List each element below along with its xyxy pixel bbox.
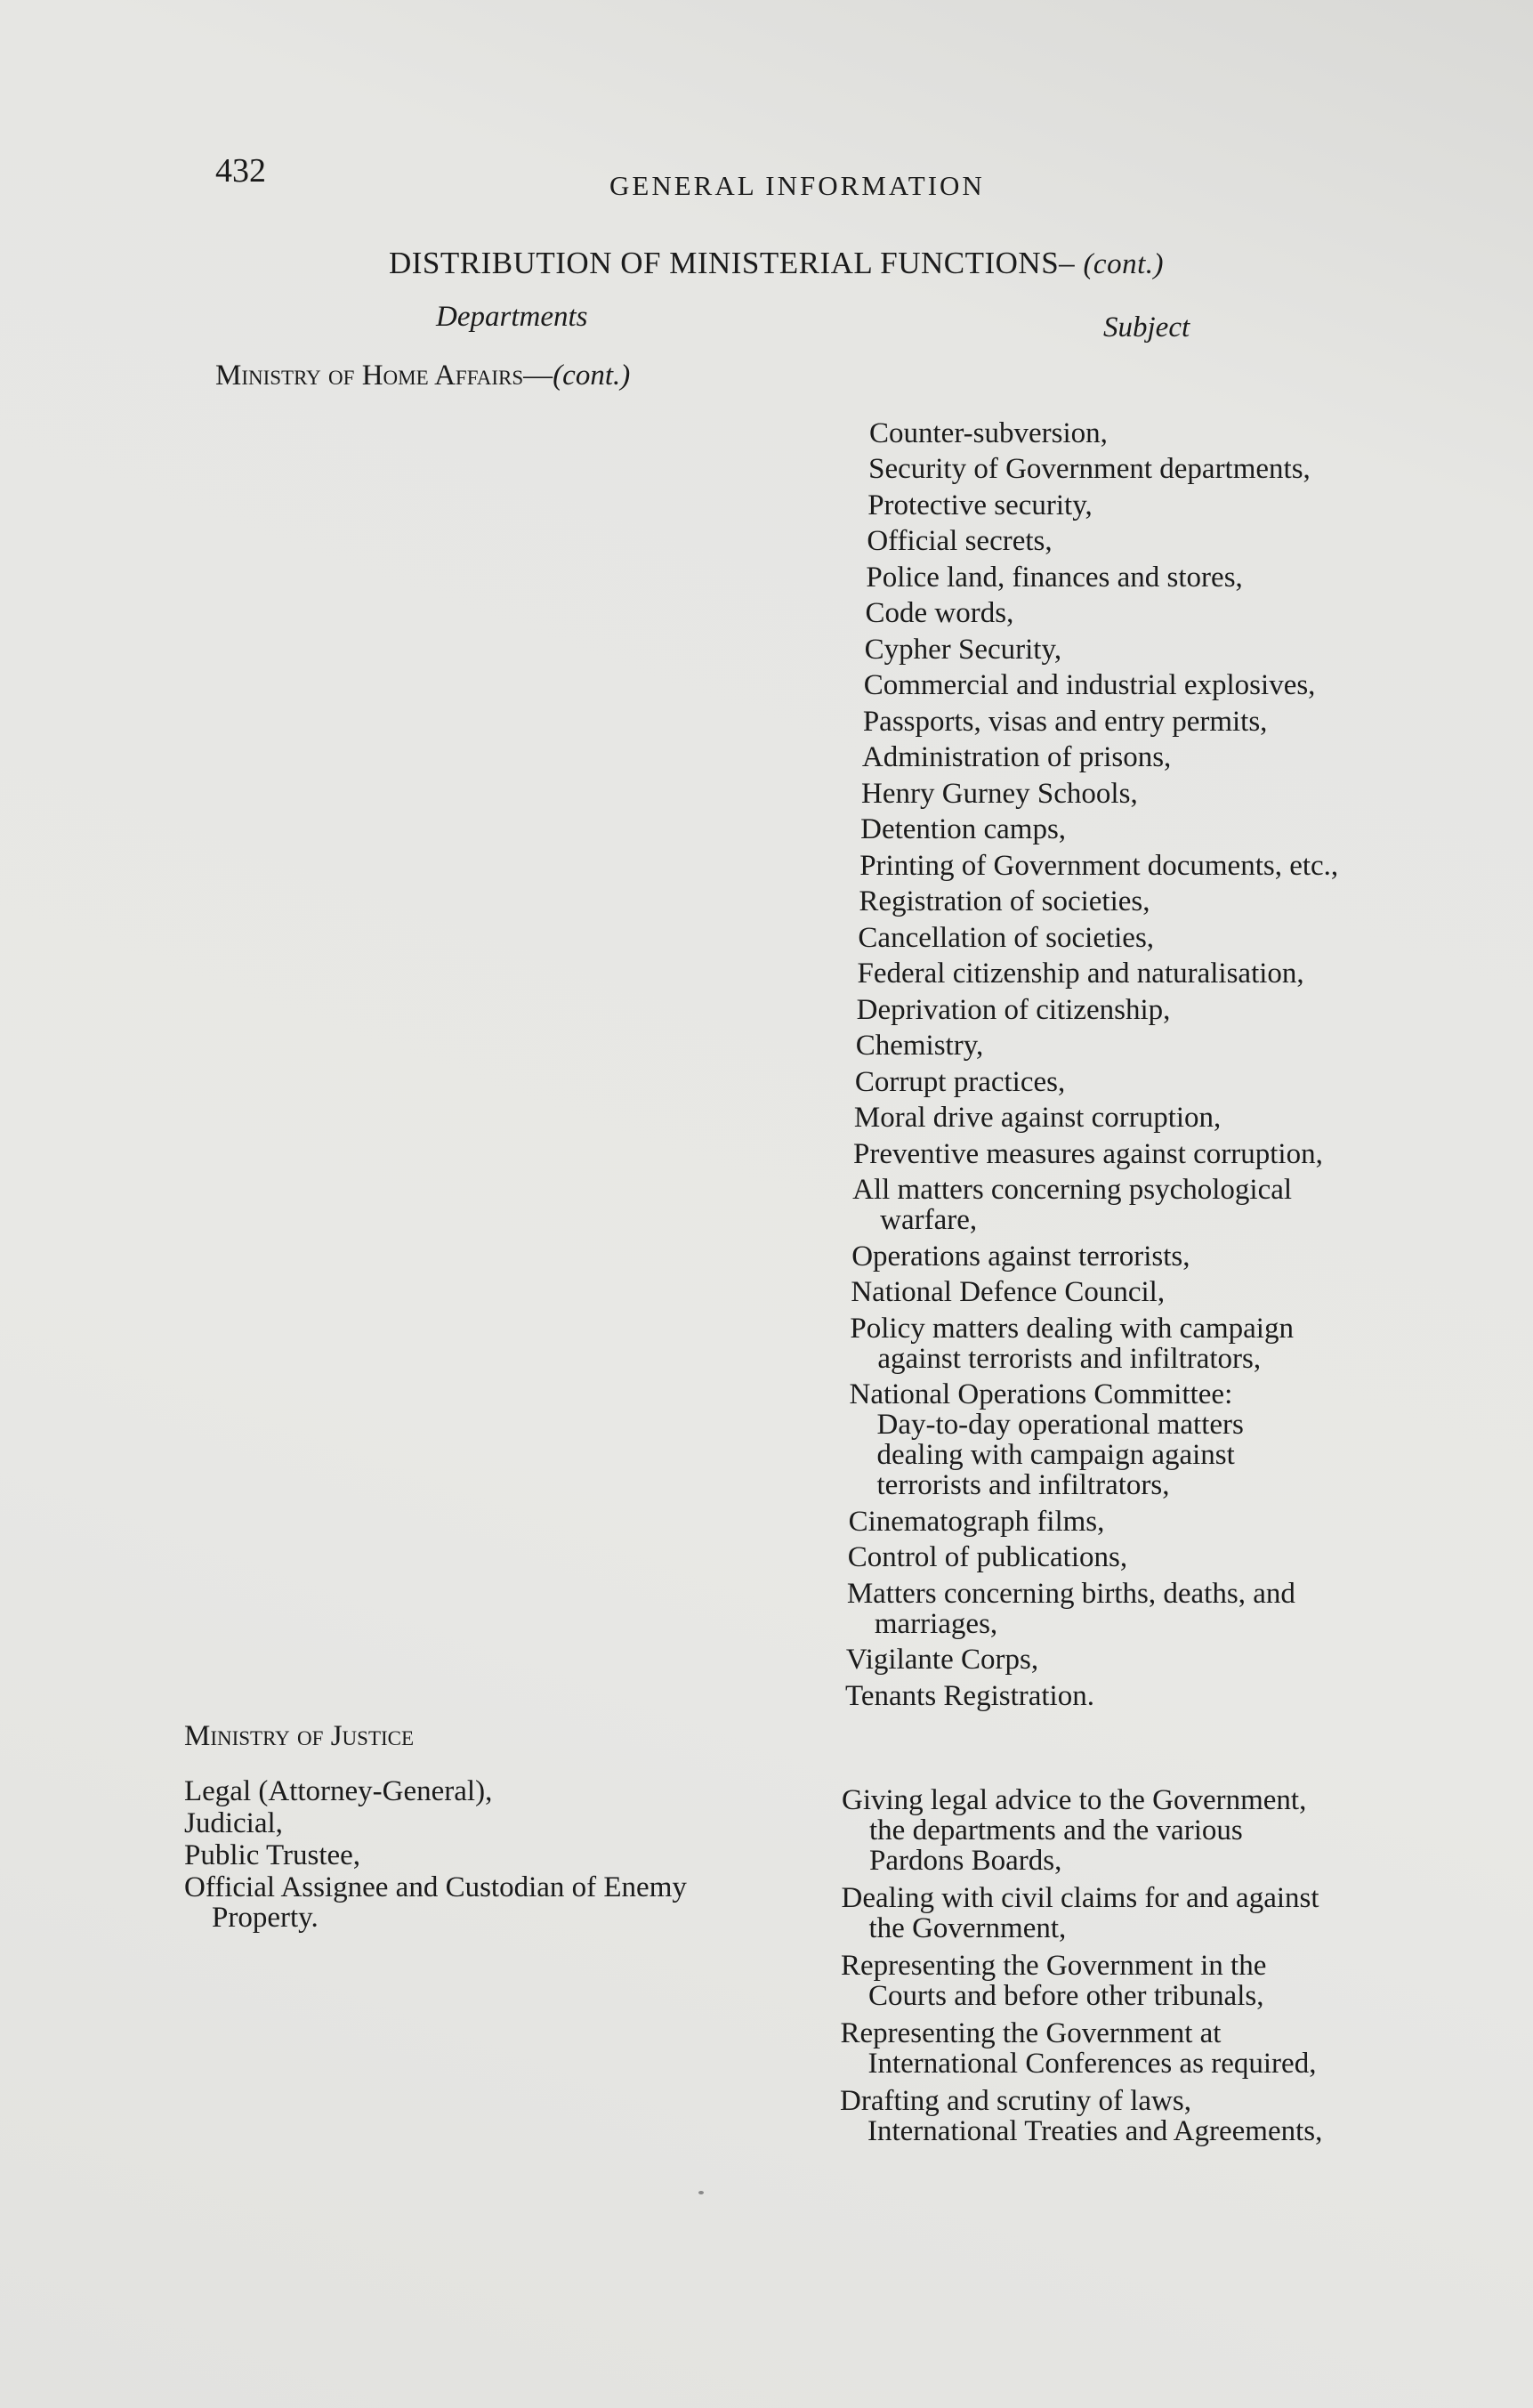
list-item: [864, 665, 1338, 701]
list-item: [842, 1778, 1322, 1876]
ministry-justice-heading: Ministry of Justice: [184, 1720, 415, 1752]
list-item: [866, 556, 1338, 593]
list-item: [865, 628, 1339, 665]
list-item: [867, 484, 1338, 521]
item-line: Judicial,: [184, 1807, 283, 1839]
list-item: [184, 1838, 687, 1871]
list-item: [853, 1133, 1338, 1169]
item-line: Detention camps,: [860, 813, 1067, 845]
home-affairs-subject-list: [845, 412, 1339, 1712]
item-continuation-line: Courts and before other tribunals,: [868, 1980, 1264, 2012]
item-line: Passports, visas and entry permits,: [862, 705, 1268, 738]
item-line: Matters concerning births, deaths, and: [846, 1577, 1295, 1610]
list-item: [840, 2079, 1322, 2146]
item-line: Chemistry,: [855, 1030, 984, 1062]
item-line: Giving legal advice to the Government,: [842, 1784, 1307, 1816]
item-line: Protective security,: [867, 489, 1093, 521]
list-item: [858, 917, 1338, 953]
item-continuation-line: against terrorists and infiltrators,: [877, 1342, 1262, 1375]
title-text: DISTRIBUTION OF MINISTERIAL FUNCTIONS–: [389, 246, 1084, 280]
heading-cont: (cont.): [553, 360, 631, 392]
departments-column-header: Departments: [436, 301, 588, 333]
print-speck: [698, 2191, 704, 2194]
list-item: [851, 1235, 1338, 1272]
section-title: [389, 246, 1164, 282]
item-line: Printing of Government documents, etc.,: [859, 849, 1339, 882]
heading-text: Ministry of Home Affairs—: [215, 360, 553, 392]
item-line: Cinematograph films,: [848, 1505, 1105, 1538]
item-line: Cypher Security,: [864, 633, 1062, 666]
list-item: [867, 521, 1338, 557]
item-line: Dealing with civil claims for and against: [841, 1882, 1319, 1914]
item-line: Representing the Government in the: [841, 1950, 1267, 1982]
list-item: [860, 809, 1338, 845]
list-item: [861, 772, 1338, 809]
item-line: Registration of societies,: [859, 885, 1150, 917]
item-continuation-line: Day-to-day operational matters: [876, 1409, 1244, 1441]
list-item: [859, 844, 1338, 881]
item-continuation-line: dealing with campaign against: [876, 1439, 1235, 1471]
list-item: [846, 1639, 1338, 1676]
item-line: Moral drive against corruption,: [853, 1102, 1222, 1134]
list-item: [849, 1500, 1339, 1537]
justice-department-list: [184, 1774, 687, 1933]
item-line: Administration of prisons,: [861, 741, 1172, 773]
item-continuation-line: terrorists and infiltrators,: [876, 1469, 1170, 1501]
item-line: Policy matters dealing with campaign: [850, 1312, 1294, 1345]
list-item: [866, 593, 1339, 629]
list-item: [845, 1675, 1338, 1711]
item-line: National Defence Council,: [851, 1276, 1166, 1308]
item-line: Counter-subversion,: [869, 416, 1108, 449]
list-item: [855, 1061, 1338, 1097]
list-item: [868, 448, 1338, 485]
item-line: Control of publications,: [847, 1541, 1128, 1573]
list-item: [847, 1572, 1338, 1639]
item-line: Vigilante Corps,: [845, 1644, 1039, 1676]
title-cont: (cont.): [1083, 248, 1164, 280]
item-line: Federal citizenship and naturalisation,: [857, 958, 1304, 990]
list-item: [842, 1876, 1323, 1943]
list-item: [850, 1374, 1339, 1501]
list-item: [862, 737, 1338, 773]
page-number: 432: [215, 152, 266, 190]
list-item: [859, 881, 1338, 917]
item-line: Henry Gurney Schools,: [861, 777, 1138, 810]
running-title: GENERAL INFORMATION: [609, 170, 985, 201]
item-continuation-line: Pardons Boards,: [869, 1845, 1062, 1877]
item-continuation-line: International Conferences as required,: [867, 2048, 1317, 2080]
item-continuation-line: Property.: [212, 1902, 319, 1934]
item-line: Tenants Registration.: [845, 1679, 1094, 1712]
item-line: All matters concerning psychological: [852, 1174, 1293, 1206]
list-item: [852, 1169, 1338, 1236]
item-continuation-line: International Treaties and Agreements,: [867, 2115, 1323, 2147]
list-item: [841, 2011, 1323, 2079]
list-item: [848, 1537, 1338, 1573]
list-item: [869, 412, 1338, 448]
item-line: Police land, finances and stores,: [866, 561, 1243, 594]
list-item: [851, 1272, 1338, 1308]
list-item: [857, 989, 1339, 1025]
item-line: Official Assignee and Custodian of Enemy: [184, 1871, 687, 1903]
list-item: [854, 1097, 1338, 1134]
item-line: National Operations Committee:: [849, 1378, 1233, 1410]
item-line: Security of Government departments,: [868, 453, 1311, 485]
subject-column-header: Subject: [1103, 311, 1190, 343]
list-item: [850, 1307, 1338, 1374]
item-line: Commercial and industrial explosives,: [863, 669, 1316, 701]
item-line: Representing the Government at: [840, 2017, 1222, 2049]
ministry-home-affairs-heading: [215, 360, 630, 392]
item-line: Official secrets,: [867, 525, 1053, 557]
list-item: [184, 1806, 687, 1838]
item-line: Preventive measures against corruption,: [853, 1137, 1323, 1170]
item-line: Deprivation of citizenship,: [856, 993, 1171, 1026]
item-continuation-line: the departments and the various: [869, 1814, 1243, 1846]
item-line: Cancellation of societies,: [858, 921, 1155, 954]
list-item: [184, 1774, 687, 1806]
list-item: [863, 700, 1338, 737]
list-item: [858, 953, 1339, 990]
item-line: Legal (Attorney-General),: [184, 1775, 493, 1807]
item-line: Code words,: [865, 597, 1014, 629]
item-continuation-line: the Government,: [868, 1912, 1067, 1944]
item-line: Corrupt practices,: [854, 1065, 1066, 1098]
list-item: [856, 1025, 1338, 1062]
justice-subject-list: [842, 1778, 1322, 2146]
list-item: [841, 1943, 1322, 2011]
item-line: Public Trustee,: [184, 1839, 361, 1871]
item-line: Operations against terrorists,: [851, 1240, 1190, 1273]
item-continuation-line: warfare,: [880, 1204, 978, 1236]
item-continuation-line: marriages,: [874, 1607, 998, 1640]
list-item: [184, 1871, 687, 1933]
item-line: Drafting and scrutiny of laws,: [840, 2085, 1191, 2117]
